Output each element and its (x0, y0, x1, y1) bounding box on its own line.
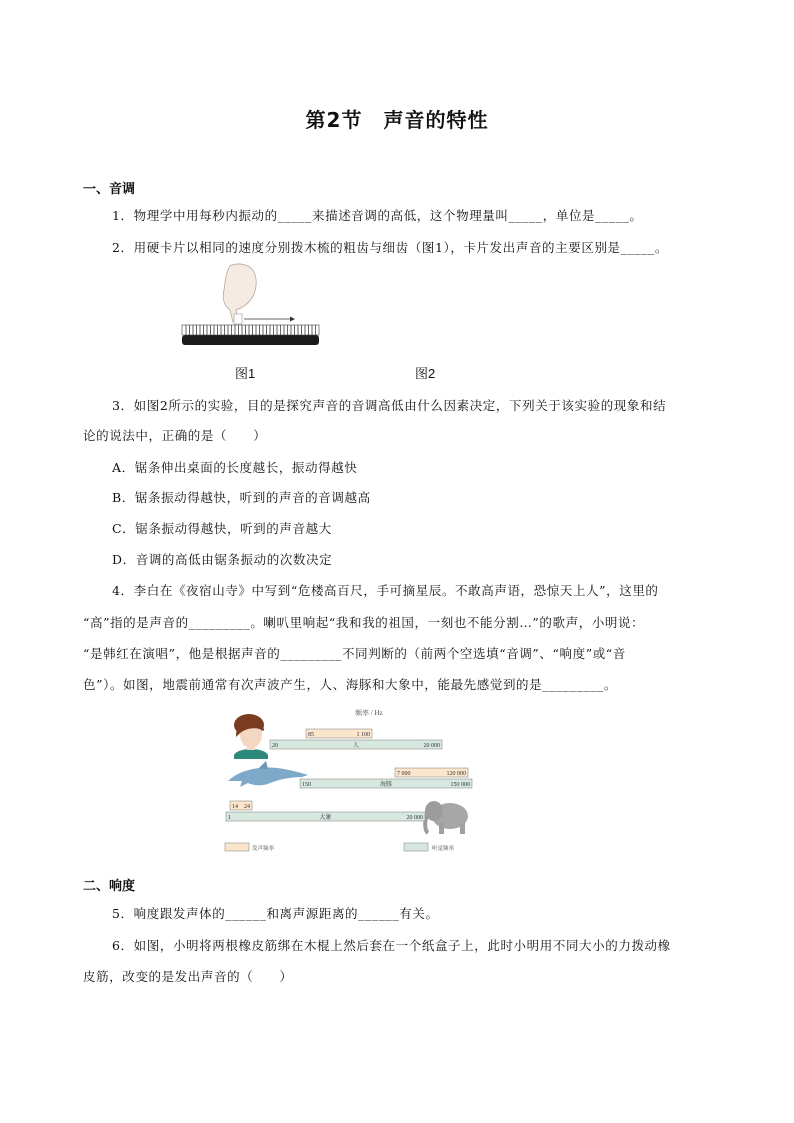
section-heading-pitch: 一、音调 (83, 182, 136, 197)
legend-hear-label: 听觉频率 (432, 846, 455, 852)
question-4-line-3: “是韩红在演唱”，他是根据声音的_________不同判断的（前两个空选填“音调”、“响度”或“音 (83, 646, 626, 661)
figure-1-caption: 图1 (235, 366, 256, 381)
option-d: D．音调的高低由锯条振动的次数决定 (112, 552, 333, 567)
chart-title: 频率 / Hz (355, 709, 383, 717)
emit-low-label-1: 7 000 (397, 771, 411, 777)
page-title: 第2节 声音的特性 (305, 108, 489, 132)
frequency-chart (222, 703, 477, 855)
emit-high-label-0: 1 100 (356, 732, 370, 738)
emit-high-label-2: 24 (244, 804, 250, 810)
emit-high-label-1: 120 000 (446, 771, 466, 777)
hear-low-label-2: 1 (228, 815, 231, 821)
question-6-line-1: 6．如图，小明将两根橡皮筋绑在木棍上然后套在一个纸盒子上，此时小明用不同大小的力拨动橡 (112, 938, 671, 953)
question-3-line-1: 3．如图2所示的实验，目的是探究声音的音调高低由什么因素决定，下列关于该实验的现象和结 (112, 398, 667, 413)
option-c: C．锯条振动得越快，听到的声音越大 (112, 521, 332, 536)
emit-low-label-2: 14 (232, 804, 238, 810)
elephant-icon (425, 801, 468, 834)
legend-swatch-emit (225, 843, 249, 851)
hear-low-label-0: 20 (272, 743, 278, 749)
hear-high-label-0: 20 000 (423, 743, 440, 749)
option-a: A．锯条伸出桌面的长度越长，振动得越快 (112, 460, 358, 475)
dolphin-icon (228, 761, 308, 787)
figure-2-caption: 图2 (415, 366, 436, 381)
hear-high-label-2: 20 000 (406, 815, 423, 821)
comb-figure (178, 262, 323, 348)
question-6-line-2: 皮筋，改变的是发出声音的（ ） (83, 969, 293, 984)
row-name-0: 人 (352, 743, 360, 749)
question-1: 1．物理学中用每秒内振动的_____来描述音调的高低，这个物理量叫_____，单位是_____。 (112, 208, 643, 223)
row-name-1: 海豚 (379, 782, 393, 788)
human-icon (234, 714, 268, 759)
question-4-line-4: 色”）。如图，地震前通常有次声波产生，人、海豚和大象中，能最先感觉到的是_________。 (83, 677, 617, 692)
hear-low-label-1: 150 (302, 782, 311, 788)
question-4-line-2: “高”指的是声音的_________。喇叭里响起“我和我的祖国，一刻也不能分割…”的歌声，小明说： (83, 615, 645, 630)
question-2: 2．用硬卡片以相同的速度分别拨木梳的粗齿与细齿（图1），卡片发出声音的主要区别是_____。 (112, 240, 669, 255)
section-heading-loudness: 二、响度 (83, 879, 136, 894)
question-4-line-1: 4．李白在《夜宿山寺》中写到“危楼高百尺，手可摘星辰。不敢高声语，恐惊天上人”，这里的 (112, 583, 659, 598)
row-name-2: 大象 (319, 815, 332, 821)
question-3-line-2: 论的说法中，正确的是（ ） (83, 428, 267, 443)
legend-swatch-hear (404, 843, 428, 851)
hear-high-label-1: 150 000 (450, 782, 470, 788)
legend-emit-label: 发声频率 (252, 846, 275, 852)
option-b: B．锯条振动得越快，听到的声音的音调越高 (112, 490, 371, 505)
emit-low-label-0: 85 (308, 732, 314, 738)
question-5: 5．响度跟发声体的______和离声源距离的______有关。 (112, 906, 439, 921)
